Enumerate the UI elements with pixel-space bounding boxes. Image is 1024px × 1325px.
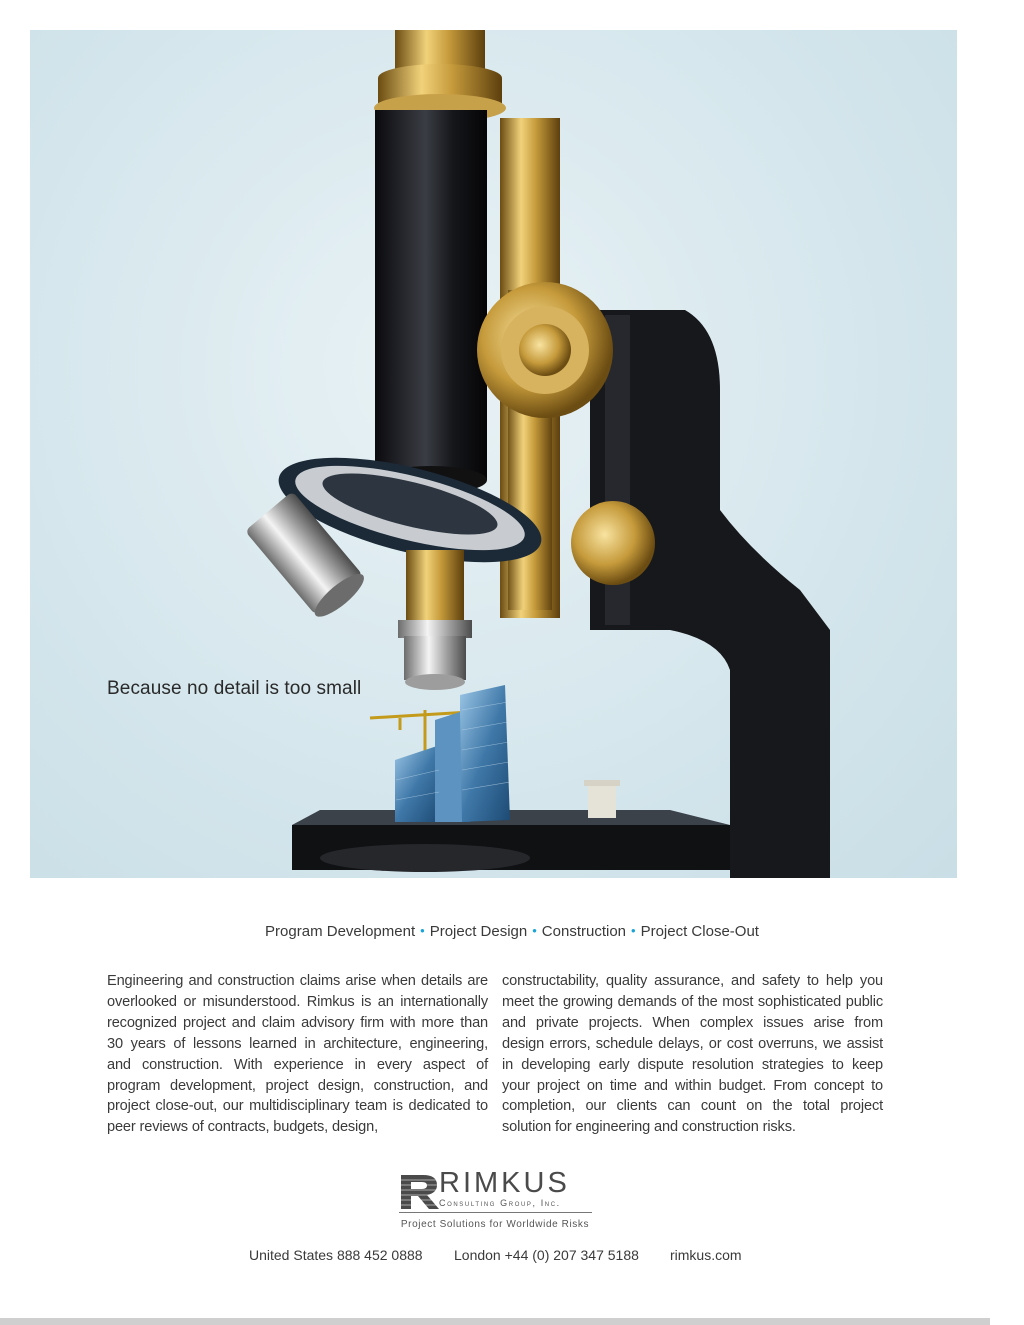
logo-slogan: Project Solutions for Worldwide Risks (400, 1219, 590, 1230)
logo-name: RIMKUS (439, 1167, 570, 1199)
service-construction: Construction (541, 923, 627, 940)
service-program-development: Program Development (265, 923, 416, 940)
services-list (0, 923, 1024, 940)
logo-divider (399, 1212, 592, 1213)
rimkus-logo (397, 1167, 597, 1236)
r-monogram-icon (399, 1173, 441, 1211)
body-text-left: Engineering and construction claims arise when details are overlooked or misunderstood. Rimkus is an internationally recognized project and claim advisory firm with more than 30 years of lessons learned in architecture, engineering, and construction. With experience in every aspect of program development, project design, construction, and project close-out, our multidisciplinary team is dedicated to peer reviews of contracts, budgets, design, (107, 973, 488, 1136)
hero-image (30, 30, 957, 878)
contact-london-phone: London +44 (0) 207 347 5188 (454, 1247, 639, 1263)
bullet-separator: • (631, 923, 636, 938)
bullet-separator: • (532, 923, 537, 938)
service-project-design: Project Design (429, 923, 528, 940)
footer-bar (0, 1318, 990, 1325)
body-text-right: constructability, quality assurance, and safety to help you meet the growing demands of the most sophisticated public and private projects. When complex issues arise from design errors, schedule delays, or cost overruns, we assist in developing early dispute resolution strategies to keep your project on time and within budget. From concept to completion, our clients can count on the total project solution for engineering and construction risks. (502, 973, 883, 1136)
tagline: Because no detail is too small (107, 678, 362, 699)
website-link[interactable]: rimkus.com (670, 1247, 742, 1263)
contact-us-phone: United States 888 452 0888 (249, 1247, 423, 1263)
bullet-separator: • (420, 923, 425, 938)
microscope-illustration (30, 30, 957, 878)
logo-subtitle: Consulting Group, Inc. (439, 1198, 561, 1208)
service-project-close-out: Project Close-Out (640, 923, 759, 940)
